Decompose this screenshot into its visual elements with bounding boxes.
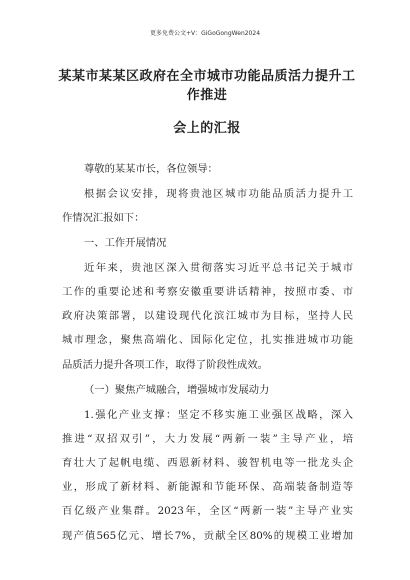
body-line: 业，形成了新材料、新能源和节能环保、高端装备制造等: [62, 481, 353, 493]
salutation: 尊敬的某某市长，各位领导：: [84, 163, 218, 175]
section-heading: 一、工作开展情况: [84, 237, 167, 249]
body-line: 品质活力提升各项工作，取得了阶段性成效。: [62, 359, 268, 371]
body-line: 城市理念，聚焦高端化、国际化定位，扎实推进城市功能: [62, 334, 353, 346]
document-title-line-1: 某某市某某区政府在全市城市功能品质活力提升工作推进: [58, 69, 356, 103]
body-line: 百亿级产业集群。2023年，全区“两新一装”主导产业实: [62, 505, 353, 517]
body-line: 根据会议安排，现将贵池区城市功能品质活力提升工: [84, 188, 353, 200]
document-title-line-2: 会上的汇报: [173, 121, 241, 136]
body-line: 政府决策部署，以建设现代化滨江城市为目标，坚持人民: [62, 310, 353, 322]
body-line: 推进“双招双引”，大力发展“两新一装”主导产业，培: [62, 433, 353, 445]
header-note: 更多免费公文+V：GiGoGongWen2024: [149, 30, 261, 37]
body-line: 现产值565亿元、增长7%，贡献全区80%的规模工业增加: [62, 530, 353, 542]
body-line: 1.强化产业支撑：坚定不移实施工业强区战略，深入: [84, 409, 353, 421]
body-line: 育壮大了起帆电缆、西恩新材料、骏智机电等一批龙头企: [62, 457, 353, 469]
body-line: 近年来，贵池区深入贯彻落实习近平总书记关于城市: [84, 262, 353, 274]
body-line: 工作的重要论述和考察安徽重要讲话精神，按照市委、市: [62, 286, 353, 298]
body-line: 作情况汇报如下：: [62, 212, 145, 224]
subsection-heading: （一）聚焦产城融合，增强城市发展动力: [84, 384, 270, 396]
